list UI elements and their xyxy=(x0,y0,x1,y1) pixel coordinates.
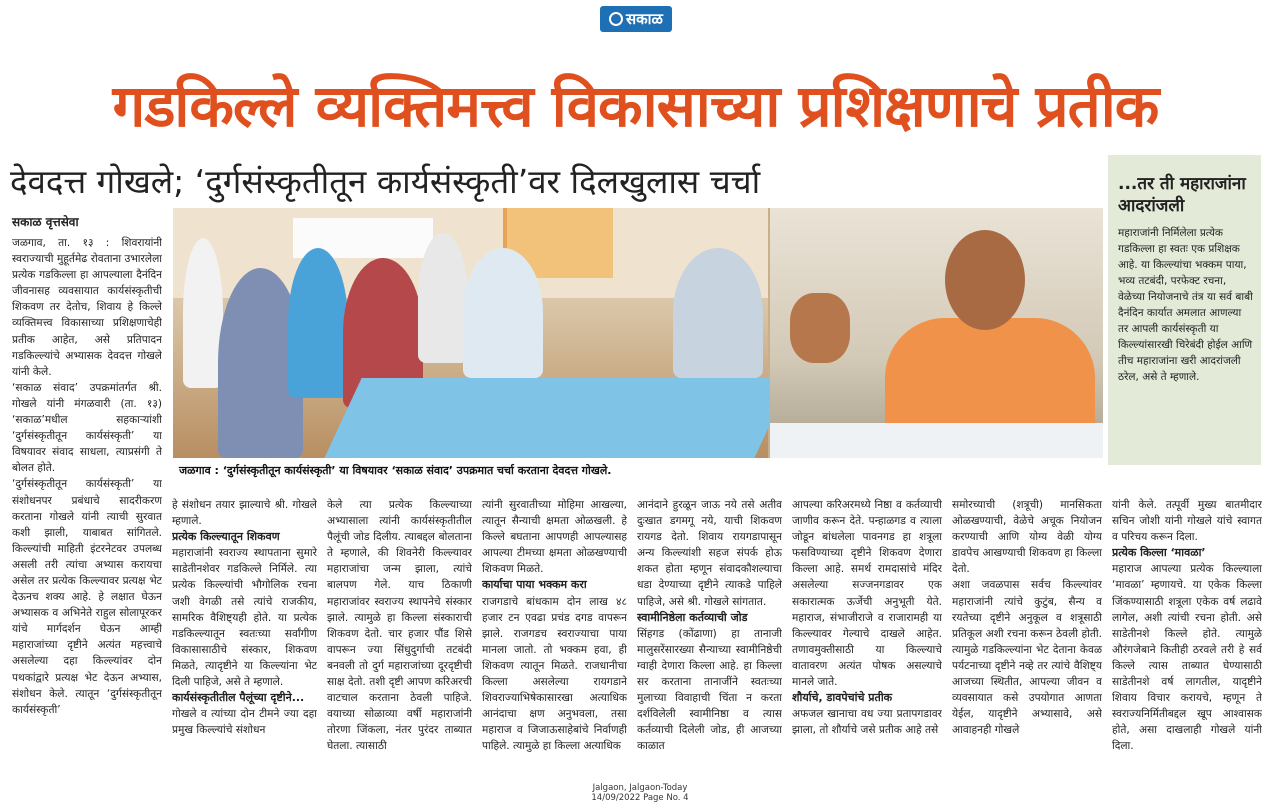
paragraph: त्यांनी सुरवातीच्या मोहिमा आखल्या, त्यातून सैन्याची क्षमता ओळखली. हे किल्ले बघताना आपणही आपल्यासह आपल्या टीमच्या क्षमता ओळखण्याची शिकवण मिळते. xyxy=(482,499,627,576)
headline: गडकिल्ले व्यक्तिमत्त्व विकासाच्या प्रशिक्षणाचे प्रतीक xyxy=(112,72,1159,140)
sidebar-box xyxy=(1108,155,1261,465)
column-3 xyxy=(327,497,472,783)
column-1 xyxy=(12,235,162,783)
masthead-title: सकाळ xyxy=(626,10,663,28)
subheading: स्वामीनिष्ठेला कर्तव्याची जोड xyxy=(637,610,748,624)
page-folio xyxy=(560,783,720,803)
paragraph: अफजल खानाचा वध ज्या प्रतापगडावर झाला, तो शौर्याचे जसे प्रतीक आहे तसे xyxy=(792,708,942,737)
column-5 xyxy=(637,497,782,783)
subheadline: देवदत्त गोखले; ‘दुर्गसंस्कृतीतून कार्यसंस्कृती’वर दिलखुलास चर्चा xyxy=(10,162,761,201)
paragraph: ‘दुर्गसंस्कृतीतून कार्यसंस्कृती’ या संशोधनपर प्रबंधाचे सादरीकरण करताना गोखले यांनी त्याची सुरवात कशी झाली, याबाबत सांगितले. किल्ल्यांची माहिती इंटरनेटवर उपलब्ध असली तरी त्यांचा अभ्यास करायचा असेल तर प्रत्येक किल्ल्यावर प्रत्यक्ष भेट देऊनच शक्य आहे. हे लक्षात घेऊन अभ्यासक व अभिनेते राहुल सोलापूरकर यांचे मार्गदर्शन घेऊन आम्ही महाराजांच्या दृष्टीने अत्यंत महत्त्वाचे असलेल्या दहा किल्ल्यांवर दोन पथकांद्वारे प्रत्यक्ष भेट देऊन अभ्यास, संशोधन केले. त्यातून ‘दुर्गसंस्कृतीतून कार्यसंस्कृती’ xyxy=(12,478,162,716)
subheading: कार्याचा पाया भक्कम करा xyxy=(482,578,587,592)
paragraph: महाराज आपल्या प्रत्येक किल्ल्याला ‘मावळा’ म्हणायचे. या एकेक किल्ला जिंकण्यासाठी शत्रूला एकेक वर्ष लढावे लागेल, अशी त्यांची रचना होती. असे साडेतीनशे किल्ले होते. त्यामुळे औरंगजेबाने कितीही ठरवले तरी हे सर्व किल्ले त्यास ताब्यात घेण्यासाठी साडेतीनशे वर्ष लागतील, यादृष्टीने शिवाय विचार करायचे, म्हणून ते स्वराज्यनिर्मितीबद्दल खूप आश्वासक होते, असा दाखलाही गोखले यांनी दिला. xyxy=(1112,563,1262,753)
subheading: प्रत्येक किल्ल्यातून शिकवण xyxy=(172,530,280,544)
column-6 xyxy=(792,497,942,783)
paragraph: समोरच्याची (शत्रूची) मानसिकता ओळखण्याची, वेळेचे अचूक नियोजन करण्याची आणि योग्य वेळी योग्य डावपेच आखण्याची शिकवण हा किल्ला देतो. xyxy=(952,499,1102,576)
paragraph: राजगडाचे बांधकाम दोन लाख ४८ हजार टन एवढा प्रचंड दगड वापरून झाले. राजगडच स्वराज्याचा पाया मानला जातो. तो भक्कम हवा, ही शिकवण त्यातून मिळते. राजधानीचा किल्ला असलेल्या रायगडाने शिवराज्याभिषेकासारखा अत्याधिक आनंदाचा क्षण अनुभवला, तसा महाराज व जिजाऊसाहेबांचे निर्वाणही पाहिले. त्यामुळे हा किल्ला अत्याधिक xyxy=(482,595,627,753)
column-8 xyxy=(1112,497,1262,783)
sidebar-title: ...तर ती महाराजांना आदरांजली xyxy=(1118,174,1246,216)
paragraph: जळगाव, ता. १३ : शिवरायांनी स्वराज्याची मुहूर्तमेढ रोवताना उभारलेला प्रत्येक गडकिल्ला हा आपल्याला दैनंदिन जीवनासह व्यवसायात कार्यसंस्कृतीची शिकवण तर देतोच, शिवाय हे किल्ले व्यक्तिमत्त्व विकासाच्या प्रशिक्षणाचेही प्रतीक आहेत, असे प्रतिपादन गडकिल्ल्यांचे अभ्यासक देवदत्त गोखले यांनी केले. xyxy=(12,237,162,378)
paragraph: सिंहगड (कोंढाणा) हा तानाजी मालुसरेंसारख्या सैन्याच्या स्वामीनिष्ठेची ग्वाही देणारा किल्ला आहे. हा किल्ला सर करताना तानाजींने स्वतःच्या मुलाच्या विवाहाची चिंता न करता दर्शविलेली स्वामीनिष्ठा व त्यास कर्तव्याची दिलेली जोड, ही आजच्या काळात xyxy=(637,627,782,753)
column-4 xyxy=(482,497,627,783)
article-photo xyxy=(173,208,1103,458)
sidebar-body: महाराजांनी निर्मिलेला प्रत्येक गडकिल्ला हा स्वतः एक प्रशिक्षक आहे. या किल्ल्यांचा भक्कम पाया, भव्य तटबंदी, परफेक्ट रचना, वेळेच्या नियोजनाचे तंत्र या सर्व बाबी दैनंदिन कार्यात अमलात आणल्या तर आपली कार्यसंस्कृती या किल्ल्यांसारखी चिरेबंदी होईल आणि तीच महाराजांना खरी आदरांजली ठरेल, असे ते म्हणाले. xyxy=(1118,227,1253,383)
photo-caption: जळगाव : ‘दुर्गसंस्कृतीतून कार्यसंस्कृती’ या विषयावर ‘सकाळ संवाद’ उपक्रमात चर्चा करताना देवदत्त गोखले. xyxy=(179,464,612,477)
paragraph: यांनी केले. तत्पूर्वी मुख्य बातमीदार सचिन जोशी यांनी गोखले यांचे स्वागत व परिचय करून दिला. xyxy=(1112,499,1262,544)
logo-emblem-icon xyxy=(609,12,623,26)
paragraph: हे संशोधन तयार झाल्याचे श्री. गोखले म्हणाले. xyxy=(172,499,317,528)
byline: सकाळ वृत्तसेवा xyxy=(12,215,79,229)
column-2 xyxy=(172,497,317,783)
speaker-photo xyxy=(770,208,1103,458)
paragraph: आपल्या करिअरमध्ये निष्ठा व कर्तव्याची जाणीव करून देते. पन्हाळगड व त्याला जोडून बांधलेला पावनगड हा शत्रूला फसविण्याच्या दृष्टीने शिकवण देणारा किल्ला आहे. समर्थ रामदासांचे मंदिर असलेल्या सज्जनगडावर एक सकारात्मक ऊर्जेची अनुभूती येते. महाराज, संभाजीराजे व राजारामही या किल्ल्यावर गेल्याचे दाखले आहेत. तणावमुक्तीसाठी या किल्ल्याचे वातावरण अत्यंत पोषक असल्याचे मानले जाते. xyxy=(792,499,942,689)
folio-edition: Jalgaon, Jalgaon-Today xyxy=(592,783,688,793)
subheading: प्रत्येक किल्ला ‘मावळा’ xyxy=(1112,546,1206,560)
folio-date-page: 14/09/2022 Page No. 4 xyxy=(591,793,689,803)
paragraph: ‘सकाळ संवाद’ उपक्रमांतर्गत श्री. गोखले यांनी मंगळवारी (ता. १३) ‘सकाळ’मधील सहकाऱ्यांशी ‘दुर्गसंस्कृतीतून कार्यसंस्कृती’ या विषयावर संवाद साधला, त्याप्रसंगी ते बोलत होते. xyxy=(12,381,162,475)
subheading: शौर्याचे, डावपेचांचे प्रतीक xyxy=(792,691,893,705)
meeting-room-photo xyxy=(173,208,768,458)
paragraph: केले त्या प्रत्येक किल्ल्याच्या अभ्यासाला त्यांनी कार्यसंस्कृतीतील पैलूंची जोड दिलीय. त्याबद्दल बोलताना ते म्हणाले, की शिवनेरी किल्ल्यावर महाराजांचा जन्म झाला, त्यांचे बालपण गेले. याच ठिकाणी महाराजांवर स्वराज्य स्थापनेचे संस्कार झाले. त्यामुळे हा किल्ला संस्काराची शिकवण देतो. चार हजार पौंड शिसे वापरून ज्या सिंधुदुर्गाची तटबंदी बनवली तो दुर्ग महाराजांच्या दूरदृष्टीची साक्ष देतो. तशी दृष्टी आपण करिअरची वाटचाल करताना ठेवली पाहिजे. वयाच्या सोळाव्या वर्षी महाराजांनी तोरणा जिंकला, नंतर पुरंदर ताब्यात घेतला. त्यासाठी xyxy=(327,499,472,753)
paragraph: महाराजांनी स्वराज्य स्थापताना सुमारे साडेतीनशेवर गडकिल्ले निर्मिले. त्या प्रत्येक किल्ल्यांची भौगोलिक रचना जशी वेगळी तसे त्यांचे राजकीय, सामरिक वैशिष्ट्यही होते. या प्रत्येक गडकिल्ल्यातून स्वतःच्या सर्वांगीण विकासासाठीचे संस्कार, शिकवण मिळते, त्यादृष्टीने या किल्ल्यांना भेट दिली पाहिजे, असे ते म्हणाले. xyxy=(172,547,317,689)
paragraph: गोखले व त्यांच्या दोन टीमने ज्या दहा प्रमुख किल्ल्यांचे संशोधन xyxy=(172,708,317,737)
subheading: कार्यसंस्कृतीतील पैलूंच्या दृष्टीने... xyxy=(172,691,305,705)
paragraph: आनंदाने हुरळून जाऊ नये तसे अतीव दुःखात डगमगू नये, याची शिकवण रायगड देतो. शिवाय रायगडापासून अन्य किल्ल्यांशी सहज संपर्क होऊ शकत होता म्हणून संवादकौशल्याचा धडा देण्याच्या दृष्टीने त्याकडे पाहिले पाहिजे, असे श्री. गोखले सांगतात. xyxy=(637,499,782,608)
paragraph: अशा जवळपास सर्वच किल्ल्यांवर महाराजांनी त्यांचे कुटुंब, सैन्य व रयतेच्या दृष्टीने अनुकूल व शत्रूसाठी प्रतिकूल अशी रचना करून ठेवली होती. त्यामुळे गडकिल्ल्यांना भेट देताना केवळ पर्यटनाच्या दृष्टीने नव्हे तर त्यांचे वैशिष्ट्य आजच्या स्थितीत, आपल्या जीवन व व्यवसायात कसे उपयोगात आणता येईल, यादृष्टीने अभ्यासावे, असे आवाहनही गोखले xyxy=(952,579,1102,737)
masthead-logo xyxy=(600,6,672,32)
column-7 xyxy=(952,497,1102,783)
